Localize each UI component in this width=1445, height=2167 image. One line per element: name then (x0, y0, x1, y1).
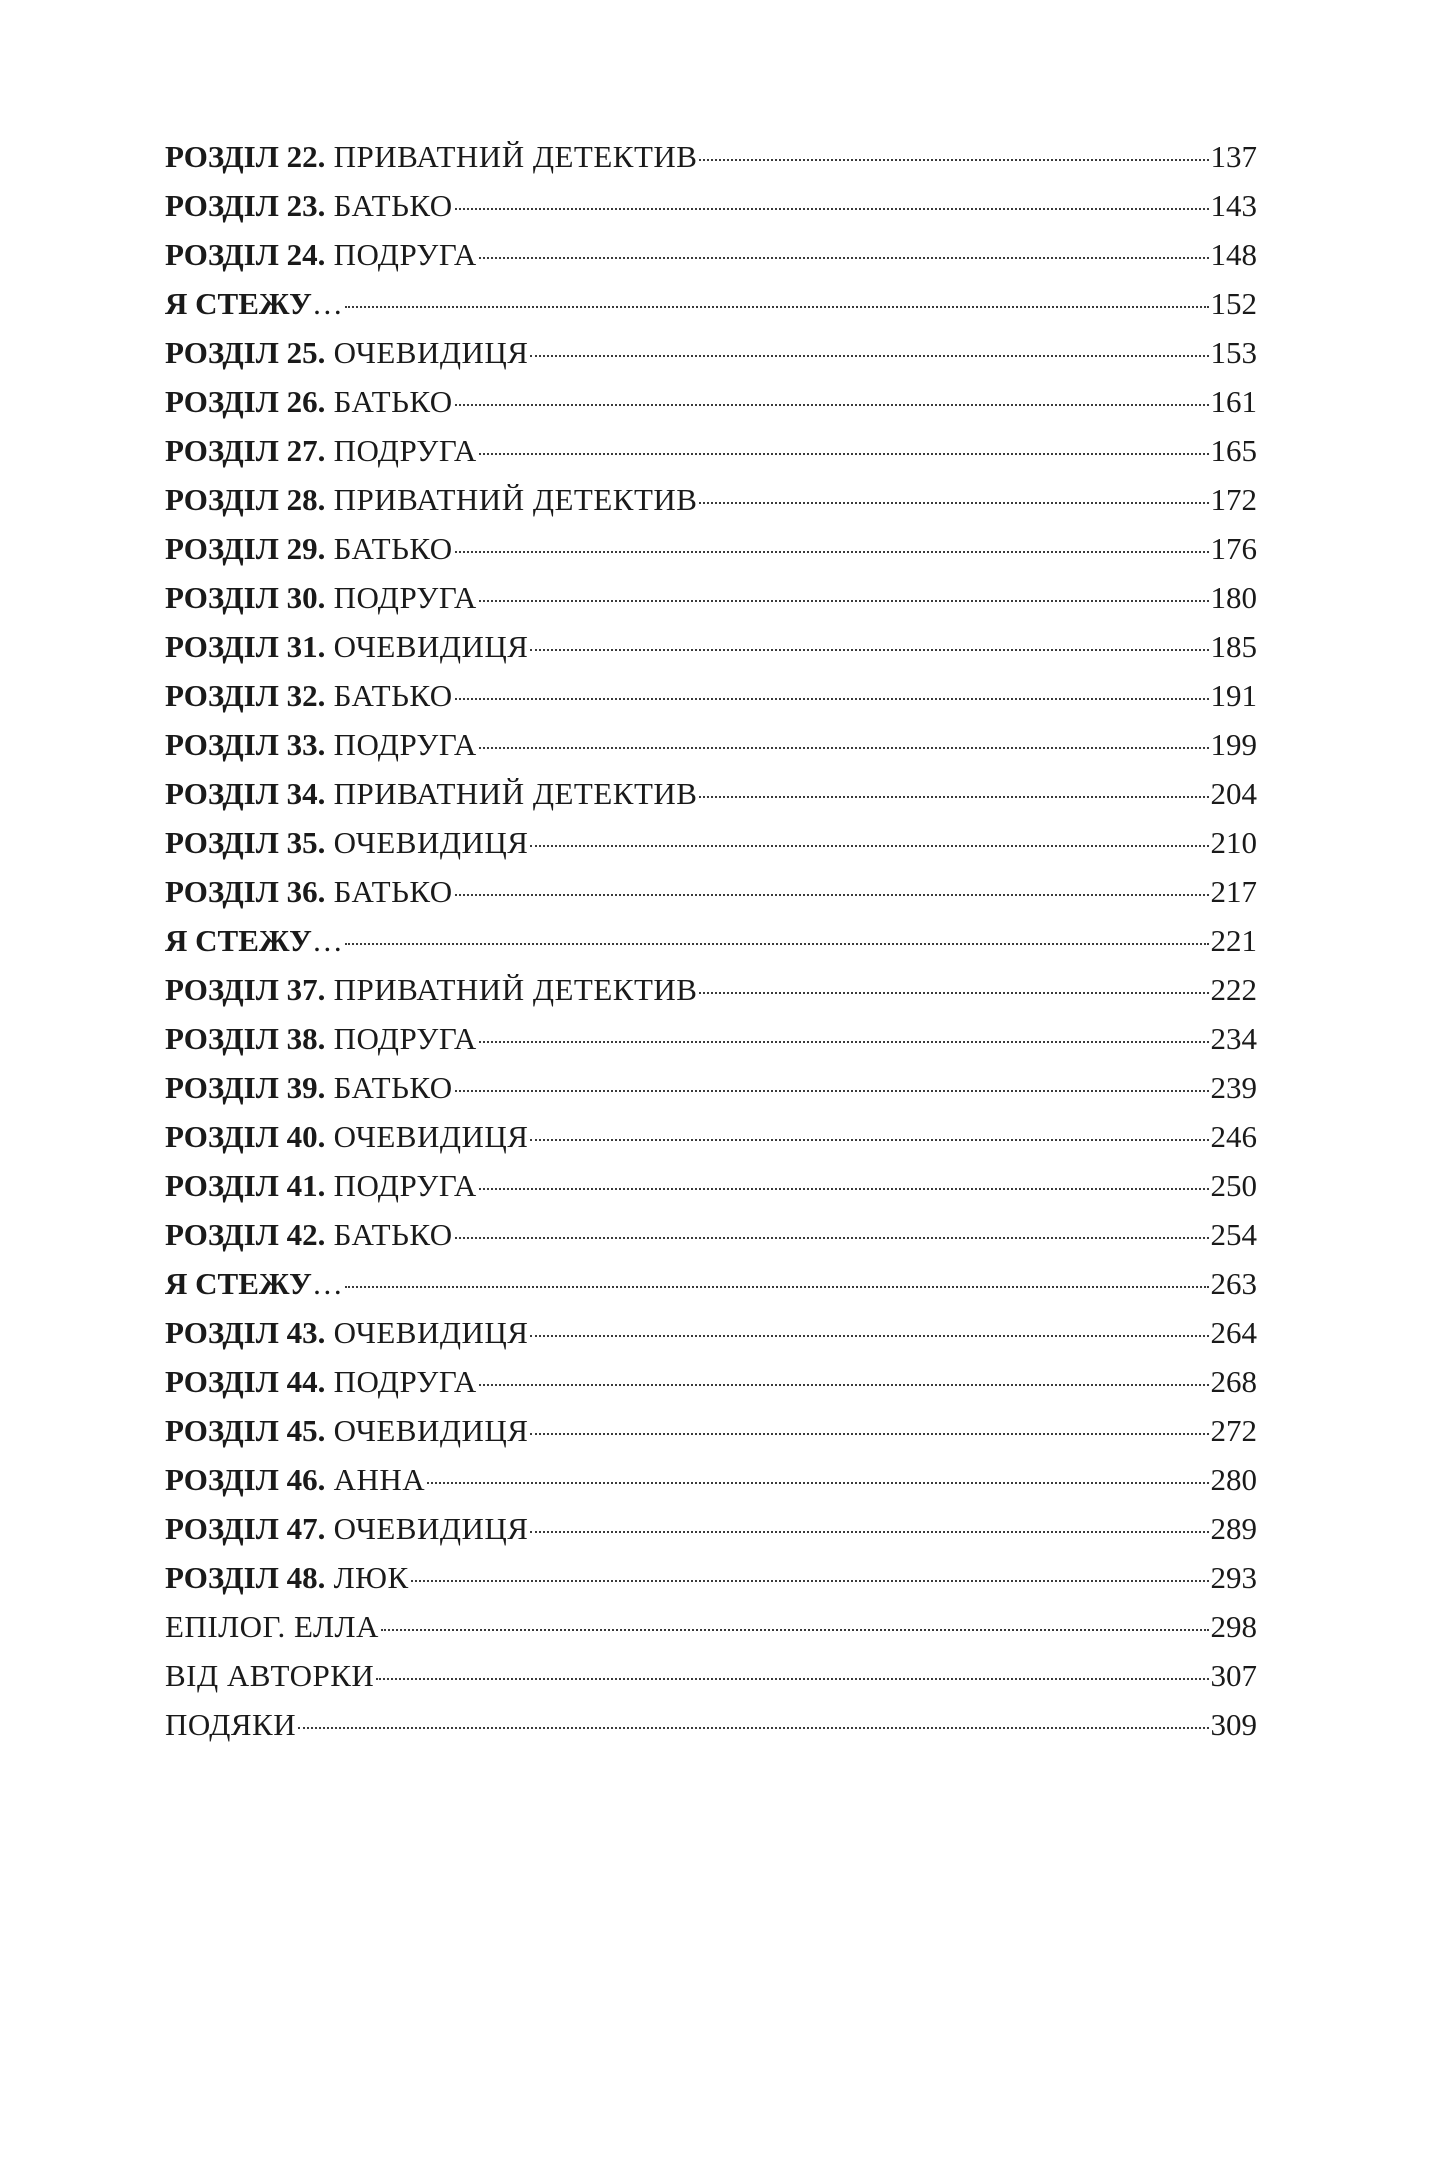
page-number: 264 (1210, 1315, 1257, 1350)
page-number: 254 (1210, 1217, 1257, 1252)
toc-entry[interactable] (165, 475, 1257, 524)
page-number: 239 (1210, 1070, 1257, 1105)
chapter-name: БАТЬКО (325, 874, 453, 909)
entry-title (165, 1406, 528, 1455)
chapter-number: РОЗДІЛ 29. (165, 531, 326, 566)
toc-entry[interactable] (165, 1161, 1257, 1210)
entry-title (165, 1455, 425, 1504)
chapter-number: Я СТЕЖУ (165, 1266, 312, 1301)
toc-entry[interactable] (165, 1602, 1257, 1651)
chapter-number: РОЗДІЛ 39. (165, 1070, 326, 1105)
entry-title (165, 1553, 409, 1602)
chapter-name: БАТЬКО (325, 678, 453, 713)
chapter-name: ПОДРУГА (325, 1168, 477, 1203)
toc-entry[interactable] (165, 1455, 1257, 1504)
chapter-name: ПОДРУГА (325, 1021, 477, 1056)
entry-title (165, 573, 477, 622)
chapter-number: РОЗДІЛ 33. (165, 727, 326, 762)
page-number: 172 (1210, 482, 1257, 517)
dot-leader (530, 844, 1208, 847)
dot-leader (345, 942, 1208, 945)
entry-title (165, 1112, 528, 1161)
chapter-number: Я СТЕЖУ (165, 923, 312, 958)
chapter-number: РОЗДІЛ 41. (165, 1168, 326, 1203)
dot-leader (530, 1530, 1208, 1533)
toc-entry[interactable] (165, 524, 1257, 573)
entry-title (165, 426, 477, 475)
dot-leader (427, 1481, 1208, 1484)
entry-title (165, 622, 528, 671)
page-number: 221 (1210, 923, 1257, 958)
chapter-number: РОЗДІЛ 24. (165, 237, 326, 272)
chapter-name: ПОДРУГА (325, 237, 477, 272)
page-number: 272 (1210, 1413, 1257, 1448)
toc-entry[interactable] (165, 328, 1257, 377)
dot-leader (479, 452, 1209, 455)
page-number: 165 (1210, 433, 1257, 468)
toc-entry[interactable] (165, 426, 1257, 475)
page-number: 309 (1210, 1707, 1257, 1742)
chapter-name: ПОДРУГА (325, 433, 477, 468)
chapter-number: РОЗДІЛ 27. (165, 433, 326, 468)
chapter-number: РОЗДІЛ 48. (165, 1560, 326, 1595)
chapter-name: ПОДРУГА (325, 580, 477, 615)
toc-entry[interactable] (165, 377, 1257, 426)
toc-entry[interactable] (165, 1357, 1257, 1406)
dot-leader (479, 746, 1209, 749)
dot-leader (345, 305, 1208, 308)
page-number: 137 (1210, 139, 1257, 174)
page-number: 191 (1210, 678, 1257, 713)
chapter-name: ОЧЕВИДИЦЯ (325, 629, 529, 664)
chapter-number: РОЗДІЛ 37. (165, 972, 326, 1007)
toc-entry[interactable] (165, 279, 1257, 328)
chapter-name: ПРИВАТНИЙ ДЕТЕКТИВ (325, 972, 698, 1007)
chapter-number: РОЗДІЛ 40. (165, 1119, 326, 1154)
dot-leader (530, 1432, 1208, 1435)
dot-leader (455, 550, 1209, 553)
entry-title (165, 1210, 453, 1259)
entry-title (165, 720, 477, 769)
chapter-number: РОЗДІЛ 26. (165, 384, 326, 419)
entry-title (165, 1259, 343, 1308)
dot-leader (530, 354, 1208, 357)
dot-leader (298, 1726, 1208, 1729)
chapter-name: ОЧЕВИДИЦЯ (325, 1119, 529, 1154)
toc-entry[interactable] (165, 867, 1257, 916)
chapter-name: ОЧЕВИДИЦЯ (325, 1413, 529, 1448)
chapter-name: ВІД АВТОРКИ (165, 1658, 375, 1693)
chapter-name: ПОДРУГА (325, 727, 477, 762)
page-number: 148 (1210, 237, 1257, 272)
toc-entry[interactable] (165, 230, 1257, 279)
dot-leader (479, 1040, 1209, 1043)
page-number: 185 (1210, 629, 1257, 664)
chapter-number: РОЗДІЛ 35. (165, 825, 326, 860)
entry-title (165, 1161, 477, 1210)
chapter-name: ПРИВАТНИЙ ДЕТЕКТИВ (325, 139, 698, 174)
chapter-name: БАТЬКО (325, 384, 453, 419)
chapter-number: РОЗДІЛ 43. (165, 1315, 326, 1350)
toc-entry[interactable] (165, 1700, 1257, 1749)
toc-entry[interactable] (165, 622, 1257, 671)
chapter-number: РОЗДІЛ 28. (165, 482, 326, 517)
entry-title (165, 328, 528, 377)
chapter-name: БАТЬКО (325, 188, 453, 223)
chapter-name: ОЧЕВИДИЦЯ (325, 1315, 529, 1350)
table-of-contents (165, 132, 1257, 1749)
chapter-number: РОЗДІЛ 32. (165, 678, 326, 713)
chapter-number: РОЗДІЛ 25. (165, 335, 326, 370)
chapter-number: РОЗДІЛ 30. (165, 580, 326, 615)
page-number: 153 (1210, 335, 1257, 370)
dot-leader (455, 1089, 1209, 1092)
dot-leader (381, 1628, 1209, 1631)
chapter-name: ПРИВАТНИЙ ДЕТЕКТИВ (325, 776, 698, 811)
page-number: 263 (1210, 1266, 1257, 1301)
page-number: 180 (1210, 580, 1257, 615)
chapter-name: БАТЬКО (325, 531, 453, 566)
page-number: 204 (1210, 776, 1257, 811)
entry-title (165, 1357, 477, 1406)
toc-entry[interactable] (165, 1112, 1257, 1161)
dot-leader (699, 991, 1208, 994)
toc-entry[interactable] (165, 1014, 1257, 1063)
entry-title (165, 475, 697, 524)
chapter-number: РОЗДІЛ 22. (165, 139, 326, 174)
entry-title (165, 1308, 528, 1357)
page-number: 280 (1210, 1462, 1257, 1497)
chapter-number: РОЗДІЛ 47. (165, 1511, 326, 1546)
entry-title (165, 671, 453, 720)
entry-title (165, 916, 343, 965)
chapter-name: ПРИВАТНИЙ ДЕТЕКТИВ (325, 482, 698, 517)
dot-leader (479, 599, 1209, 602)
chapter-number: Я СТЕЖУ (165, 286, 312, 321)
toc-entry[interactable] (165, 1504, 1257, 1553)
chapter-number: РОЗДІЛ 42. (165, 1217, 326, 1252)
toc-entry[interactable] (165, 671, 1257, 720)
entry-title (165, 1063, 453, 1112)
chapter-name: ПОДРУГА (325, 1364, 477, 1399)
page-number: 143 (1210, 188, 1257, 223)
page-number: 161 (1210, 384, 1257, 419)
entry-title (165, 1700, 296, 1749)
chapter-number: РОЗДІЛ 36. (165, 874, 326, 909)
dot-leader (699, 501, 1208, 504)
chapter-name: АННА (325, 1462, 426, 1497)
entry-title (165, 279, 343, 328)
dot-leader (411, 1579, 1209, 1582)
dot-leader (479, 256, 1209, 259)
toc-entry[interactable] (165, 132, 1257, 181)
toc-entry[interactable] (165, 1259, 1257, 1308)
entry-title (165, 1602, 379, 1651)
chapter-name: БАТЬКО (325, 1217, 453, 1252)
toc-entry[interactable] (165, 1553, 1257, 1602)
chapter-name: БАТЬКО (325, 1070, 453, 1105)
page-number: 246 (1210, 1119, 1257, 1154)
chapter-number: РОЗДІЛ 34. (165, 776, 326, 811)
chapter-number: РОЗДІЛ 45. (165, 1413, 326, 1448)
page-number: 289 (1210, 1511, 1257, 1546)
toc-entry[interactable] (165, 1651, 1257, 1700)
toc-entry[interactable] (165, 720, 1257, 769)
toc-entry[interactable] (165, 1210, 1257, 1259)
page-number: 298 (1210, 1609, 1257, 1644)
entry-title (165, 818, 528, 867)
chapter-number: РОЗДІЛ 38. (165, 1021, 326, 1056)
page-number: 199 (1210, 727, 1257, 762)
dot-leader (455, 697, 1209, 700)
chapter-number: РОЗДІЛ 44. (165, 1364, 326, 1399)
chapter-number: РОЗДІЛ 31. (165, 629, 326, 664)
chapter-number: РОЗДІЛ 23. (165, 188, 326, 223)
dot-leader (530, 1138, 1208, 1141)
toc-entry[interactable] (165, 1308, 1257, 1357)
page-number: 210 (1210, 825, 1257, 860)
toc-entry[interactable] (165, 818, 1257, 867)
entry-title (165, 769, 697, 818)
dot-leader (345, 1285, 1208, 1288)
chapter-name: ОЧЕВИДИЦЯ (325, 335, 529, 370)
dot-leader (455, 403, 1209, 406)
chapter-name: … (311, 286, 344, 321)
dot-leader (530, 1334, 1208, 1337)
chapter-name: ОЧЕВИДИЦЯ (325, 825, 529, 860)
page-number: 268 (1210, 1364, 1257, 1399)
dot-leader (479, 1187, 1209, 1190)
dot-leader (479, 1383, 1209, 1386)
page-number: 307 (1210, 1658, 1257, 1693)
dot-leader (455, 1236, 1209, 1239)
dot-leader (699, 158, 1208, 161)
page-number: 293 (1210, 1560, 1257, 1595)
chapter-name: ЕПІЛОГ. ЕЛЛА (165, 1609, 379, 1644)
toc-entry[interactable] (165, 573, 1257, 622)
page-number: 152 (1210, 286, 1257, 321)
entry-title (165, 867, 453, 916)
chapter-name: ОЧЕВИДИЦЯ (325, 1511, 529, 1546)
dot-leader (699, 795, 1208, 798)
entry-title (165, 181, 453, 230)
entry-title (165, 965, 697, 1014)
toc-entry[interactable] (165, 769, 1257, 818)
dot-leader (376, 1677, 1208, 1680)
toc-entry[interactable] (165, 181, 1257, 230)
dot-leader (455, 207, 1209, 210)
dot-leader (530, 648, 1208, 651)
chapter-number: РОЗДІЛ 46. (165, 1462, 326, 1497)
entry-title (165, 377, 453, 426)
entry-title (165, 1014, 477, 1063)
dot-leader (455, 893, 1209, 896)
chapter-name: … (311, 1266, 344, 1301)
toc-entry[interactable] (165, 916, 1257, 965)
chapter-name: ПОДЯКИ (165, 1707, 297, 1742)
entry-title (165, 1504, 528, 1553)
page-number: 176 (1210, 531, 1257, 566)
entry-title (165, 524, 453, 573)
toc-entry[interactable] (165, 965, 1257, 1014)
page-number: 250 (1210, 1168, 1257, 1203)
entry-title (165, 1651, 374, 1700)
chapter-name: ЛЮК (325, 1560, 409, 1595)
chapter-name: … (311, 923, 344, 958)
toc-entry[interactable] (165, 1406, 1257, 1455)
entry-title (165, 132, 697, 181)
page-number: 217 (1210, 874, 1257, 909)
page-number: 222 (1210, 972, 1257, 1007)
entry-title (165, 230, 477, 279)
page-number: 234 (1210, 1021, 1257, 1056)
toc-entry[interactable] (165, 1063, 1257, 1112)
